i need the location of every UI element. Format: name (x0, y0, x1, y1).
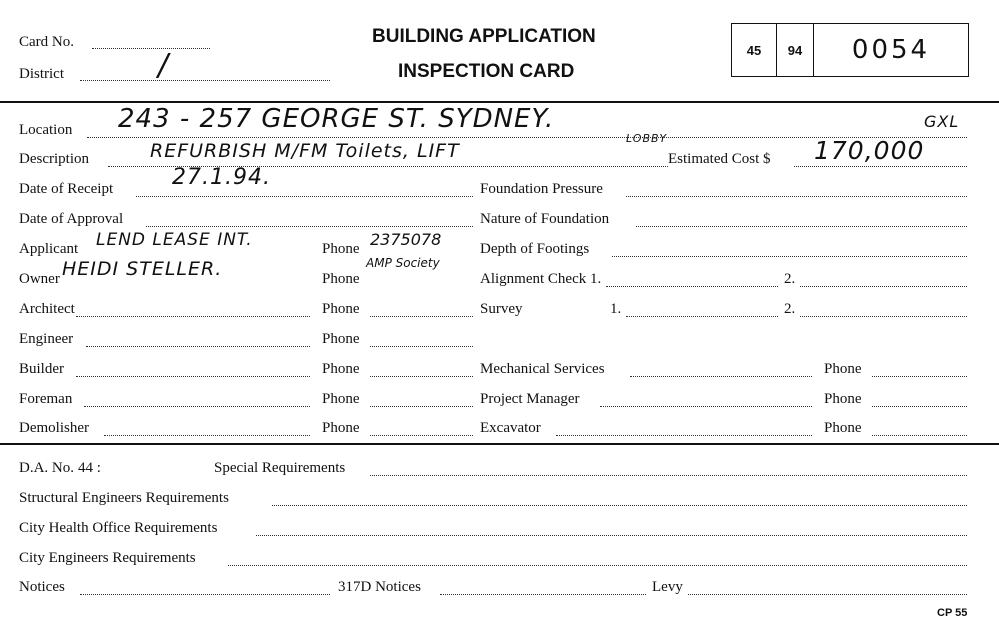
card-no-label: Card No. (19, 34, 74, 50)
card-no-field[interactable] (92, 48, 210, 49)
owner-value: HEIDI STELLER. (62, 258, 223, 280)
alignment-check-1-field[interactable] (606, 286, 778, 287)
estimated-cost-field[interactable] (794, 166, 967, 167)
description-note: LOBBY (626, 132, 668, 145)
excavator-field[interactable] (556, 435, 812, 436)
mechanical-phone-label: Phone (824, 361, 862, 377)
owner-label: Owner (19, 271, 60, 287)
alignment-two-label: 2. (784, 271, 796, 287)
city-engineers-requirements-field[interactable] (228, 565, 967, 566)
notices-317d-field[interactable] (440, 594, 646, 595)
estimated-cost-label: Estimated Cost $ (668, 151, 771, 167)
special-requirements-label: Special Requirements (214, 460, 346, 476)
date-receipt-field[interactable] (136, 196, 473, 197)
alignment-check-label: Alignment Check 1. (480, 271, 602, 287)
engineer-phone-label: Phone (322, 331, 360, 347)
structural-requirements-field[interactable] (272, 505, 967, 506)
excavator-phone-label: Phone (824, 420, 862, 436)
builder-phone-field[interactable] (370, 376, 473, 377)
date-receipt-label: Date of Receipt (19, 181, 114, 197)
da-no-label: D.A. No. (19, 460, 74, 476)
depth-footings-label: Depth of Footings (480, 241, 590, 257)
date-receipt-value: 27.1.94. (172, 165, 271, 190)
demolisher-field[interactable] (104, 435, 310, 436)
applicant-phone-value: 2375078 (370, 230, 442, 249)
survey-one-label: 1. (610, 301, 622, 317)
survey-1-field[interactable] (626, 316, 778, 317)
levy-field[interactable] (688, 594, 967, 595)
footer-rule (0, 443, 999, 445)
title-line2: INSPECTION CARD (398, 61, 575, 82)
engineer-field[interactable] (86, 346, 310, 347)
survey-2-field[interactable] (800, 316, 967, 317)
notices-field[interactable] (80, 594, 330, 595)
foreman-phone-label: Phone (322, 391, 360, 407)
survey-label: Survey (480, 301, 523, 317)
demolisher-label: Demolisher (19, 420, 89, 436)
location-code: GXL (924, 112, 960, 131)
date-approval-field[interactable] (146, 226, 473, 227)
architect-field[interactable] (76, 316, 310, 317)
card-code-box (731, 23, 969, 77)
special-requirements-field[interactable] (370, 475, 967, 476)
location-value: 243 - 257 GEORGE ST. SYDNEY. (118, 104, 555, 134)
demolisher-phone-label: Phone (322, 420, 360, 436)
health-requirements-label: City Health Office Requirements (19, 520, 218, 536)
architect-phone-field[interactable] (370, 316, 473, 317)
date-approval-label: Date of Approval (19, 211, 124, 227)
description-label: Description (19, 151, 89, 167)
owner-phone-value: AMP Society (366, 256, 440, 270)
builder-phone-label: Phone (322, 361, 360, 377)
health-requirements-field[interactable] (256, 535, 967, 536)
owner-phone-label: Phone (322, 271, 360, 287)
survey-two-label: 2. (784, 301, 796, 317)
nature-foundation-field[interactable] (636, 226, 967, 227)
project-manager-phone-label: Phone (824, 391, 862, 407)
code-a: 45 (732, 24, 777, 76)
builder-label: Builder (19, 361, 64, 377)
nature-foundation-label: Nature of Foundation (480, 211, 610, 227)
notices-label: Notices (19, 579, 65, 595)
depth-footings-field[interactable] (612, 256, 967, 257)
applicant-phone-label: Phone (322, 241, 360, 257)
notices-317d-label: 317D Notices (338, 579, 421, 595)
code-b: 94 (777, 24, 814, 76)
builder-field[interactable] (76, 376, 310, 377)
structural-requirements-label: Structural Engineers Requirements (19, 490, 229, 506)
project-manager-phone-field[interactable] (872, 406, 967, 407)
foreman-field[interactable] (84, 406, 310, 407)
header-rule (0, 101, 999, 103)
da-no-value: 44 : (78, 460, 101, 476)
foreman-label: Foreman (19, 391, 73, 407)
mechanical-phone-field[interactable] (872, 376, 967, 377)
district-field[interactable] (80, 80, 330, 81)
card-number: 0054 (851, 35, 931, 65)
mechanical-services-field[interactable] (630, 376, 812, 377)
excavator-phone-field[interactable] (872, 435, 967, 436)
foreman-phone-field[interactable] (370, 406, 473, 407)
project-manager-label: Project Manager (480, 391, 580, 407)
description-value: REFURBISH M/FM Toilets, LIFT (150, 140, 460, 162)
estimated-cost-value: 170,000 (814, 136, 925, 165)
mechanical-services-label: Mechanical Services (480, 361, 605, 377)
title-line1: BUILDING APPLICATION (372, 26, 596, 47)
architect-phone-label: Phone (322, 301, 360, 317)
levy-label: Levy (652, 579, 683, 595)
engineer-label: Engineer (19, 331, 74, 347)
engineer-phone-field[interactable] (370, 346, 473, 347)
district-label: District (19, 66, 64, 82)
alignment-check-2-field[interactable] (800, 286, 967, 287)
form-code: CP 55 (937, 607, 968, 619)
demolisher-phone-field[interactable] (370, 435, 473, 436)
architect-label: Architect (19, 301, 75, 317)
project-manager-field[interactable] (600, 406, 812, 407)
excavator-label: Excavator (480, 420, 541, 436)
applicant-label: Applicant (19, 241, 79, 257)
foundation-pressure-field[interactable] (626, 196, 967, 197)
foundation-pressure-label: Foundation Pressure (480, 181, 603, 197)
city-engineers-requirements-label: City Engineers Requirements (19, 550, 196, 566)
location-label: Location (19, 122, 73, 138)
district-value: / (158, 48, 170, 83)
applicant-value: LEND LEASE INT. (96, 230, 253, 250)
